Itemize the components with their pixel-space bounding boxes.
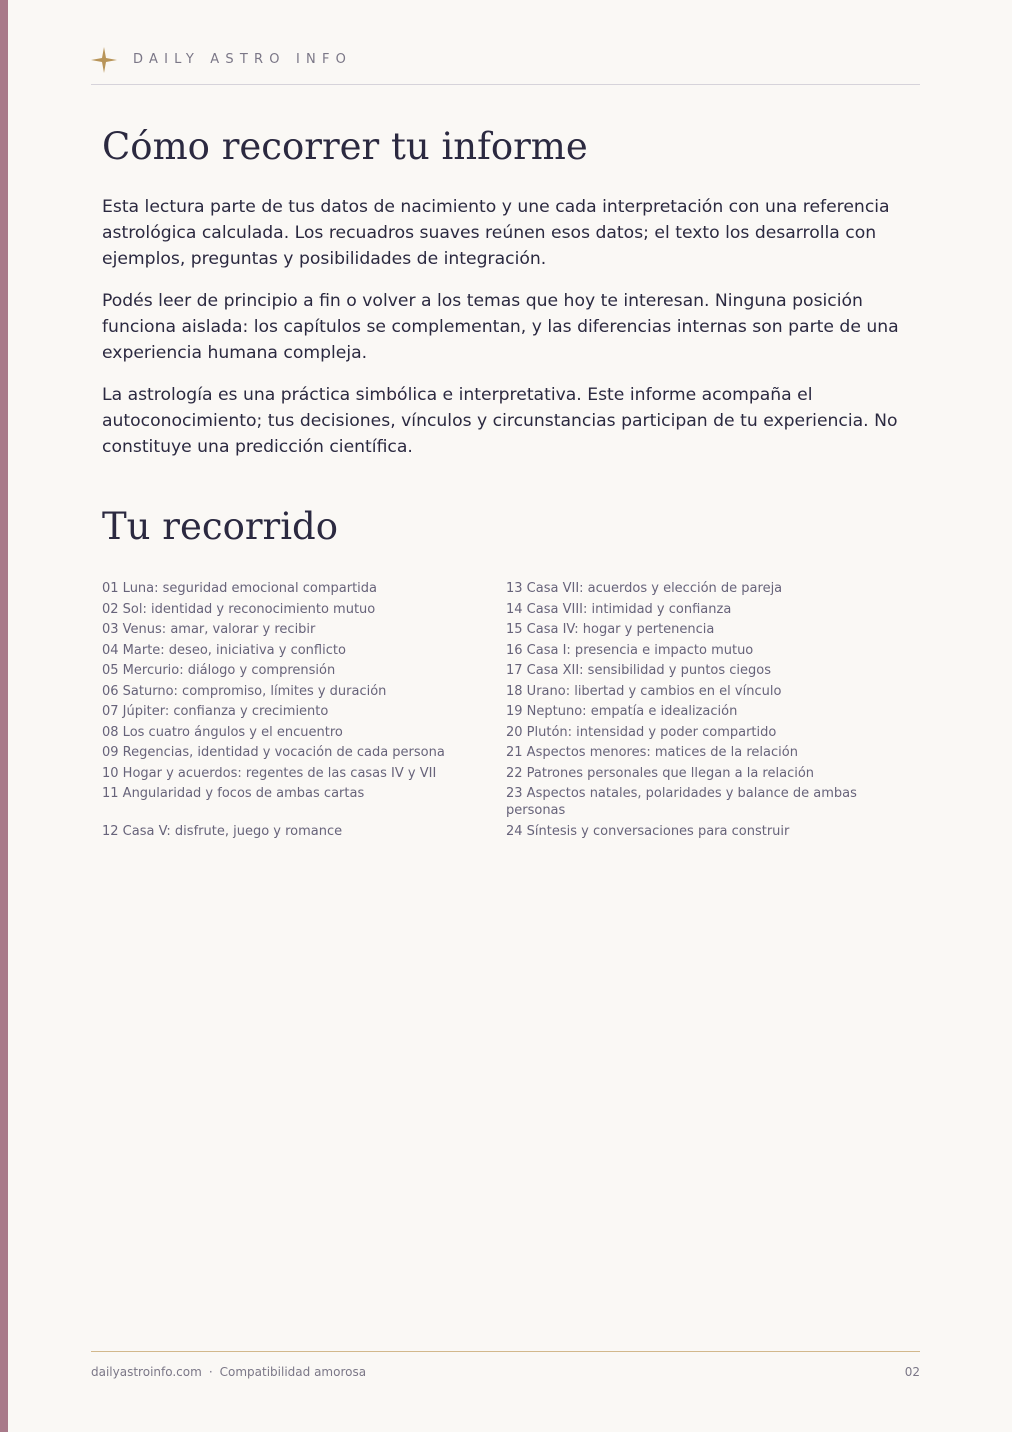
toc-item[interactable]: 05 Mercurio: diálogo y comprensión (102, 663, 336, 678)
toc-title: Tu recorrido (102, 505, 339, 548)
toc-item[interactable]: 07 Júpiter: confianza y crecimiento (102, 704, 329, 719)
intro-paragraph: Esta lectura parte de tus datos de nacimiento y une cada interpretación con una referencia astrológica calculada. Los recuadros suaves reúnen esos datos; el texto los desarrolla con ejemplos, preguntas y posibilidades de integración. (102, 197, 890, 269)
page-number: 02 (904, 1365, 920, 1379)
toc-item[interactable]: 22 Patrones personales que llegan a la relación (506, 765, 815, 781)
toc-item[interactable]: 03 Venus: amar, valorar y recibir (102, 622, 316, 637)
toc-item[interactable]: 13 Casa VII: acuerdos y elección de pareja (506, 581, 783, 596)
toc-item[interactable]: 24 Síntesis y conversaciones para construir (506, 823, 790, 839)
toc-item[interactable]: 06 Saturno: compromiso, límites y duración (102, 683, 387, 699)
toc-item[interactable]: 09 Regencias, identidad y vocación de cada persona (102, 745, 445, 760)
table-of-contents (102, 580, 912, 840)
footer-site: dailyastroinfo.com (91, 1365, 202, 1379)
toc-item[interactable]: 21 Aspectos menores: matices de la relación (506, 745, 798, 760)
toc-item[interactable]: 23 Aspectos natales, polaridades y balance de ambas personas (506, 786, 857, 818)
page-title: Cómo recorrer tu informe (102, 125, 588, 168)
toc-item[interactable]: 04 Marte: deseo, iniciativa y conflicto (102, 642, 346, 658)
intro-paragraph: Podés leer de principio a fin o volver a los temas que hoy te interesan. Ninguna posición funciona aislada: los capítulos se complementan, y las diferencias internas son parte de una experiencia humana compleja. (102, 291, 899, 363)
toc-item[interactable]: 14 Casa VIII: intimidad y confianza (506, 601, 732, 617)
toc-item[interactable]: 11 Angularidad y focos de ambas cartas (102, 786, 365, 801)
toc-item[interactable]: 12 Casa V: disfrute, juego y romance (102, 823, 343, 839)
footer-section: Compatibilidad amorosa (219, 1365, 367, 1379)
footer-info (91, 1365, 366, 1379)
side-accent-bar (0, 0, 8, 1432)
four-point-star-icon (91, 47, 117, 73)
toc-item[interactable]: 10 Hogar y acuerdos: regentes de las casas IV y VII (102, 765, 437, 781)
toc-item[interactable]: 16 Casa I: presencia e impacto mutuo (506, 642, 754, 658)
page-footer (91, 1351, 920, 1379)
intro-paragraph: La astrología es una práctica simbólica e interpretativa. Este informe acompaña el autoconocimiento; tus decisiones, vínculos y circunstancias participan de tu experiencia. No constituye una predicción científica. (102, 385, 898, 457)
toc-item[interactable]: 02 Sol: identidad y reconocimiento mutuo (102, 601, 376, 617)
brand-name: DAILY ASTRO INFO (133, 52, 353, 67)
toc-item[interactable]: 19 Neptuno: empatía e idealización (506, 704, 738, 719)
page-header (91, 44, 920, 85)
toc-item[interactable]: 08 Los cuatro ángulos y el encuentro (102, 724, 343, 740)
toc-item[interactable]: 01 Luna: seguridad emocional compartida (102, 581, 377, 596)
toc-item[interactable]: 17 Casa XII: sensibilidad y puntos ciegos (506, 663, 772, 678)
toc-item[interactable]: 20 Plutón: intensidad y poder compartido (506, 724, 777, 740)
footer-separator: · (208, 1365, 213, 1379)
toc-item[interactable]: 15 Casa IV: hogar y pertenencia (506, 622, 715, 637)
main-content (102, 124, 912, 840)
toc-item[interactable]: 18 Urano: libertad y cambios en el vínculo (506, 683, 782, 699)
intro-text (102, 194, 912, 460)
